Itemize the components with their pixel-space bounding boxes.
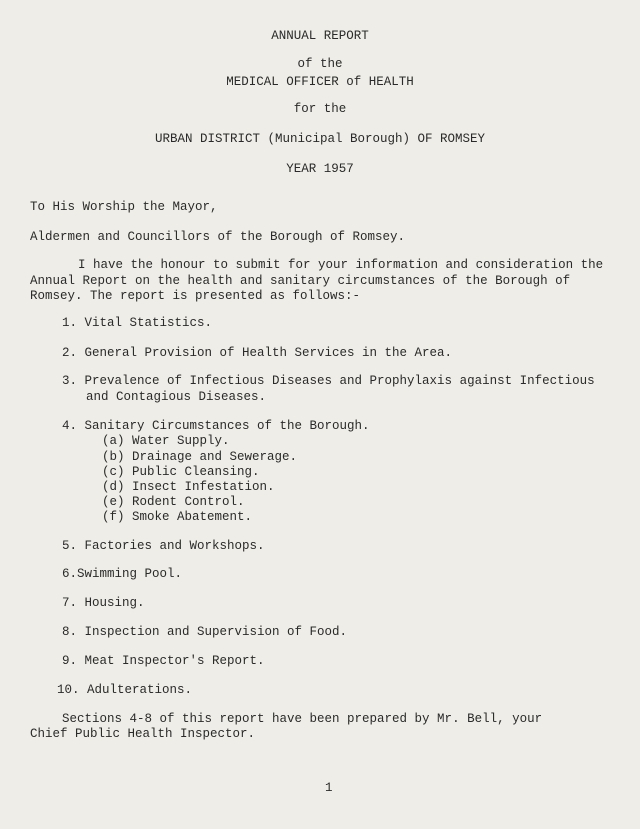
intro-line-1: I have the honour to submit for your information and consideration the bbox=[78, 258, 604, 272]
list-item-2: 2. General Provision of Health Services in the Area. bbox=[62, 346, 453, 360]
list-subitem-a: (a) Water Supply. bbox=[102, 434, 230, 448]
list-item-5: 5. Factories and Workshops. bbox=[62, 539, 265, 553]
salutation-mayor: To His Worship the Mayor, bbox=[30, 200, 218, 214]
heading-medical-officer: MEDICAL OFFICER of HEALTH bbox=[226, 75, 414, 89]
list-item-1: 1. Vital Statistics. bbox=[62, 316, 213, 330]
heading-for-the: for the bbox=[293, 102, 347, 116]
list-item-3-cont: and Contagious Diseases. bbox=[86, 390, 267, 404]
list-subitem-c: (c) Public Cleansing. bbox=[102, 465, 260, 479]
list-item-7: 7. Housing. bbox=[62, 596, 145, 610]
list-item-3: 3. Prevalence of Infectious Diseases and Prophylaxis against Infectious bbox=[62, 374, 595, 388]
closing-line-2: Chief Public Health Inspector. bbox=[30, 727, 256, 741]
list-subitem-f: (f) Smoke Abatement. bbox=[102, 510, 253, 524]
list-item-9: 9. Meat Inspector's Report. bbox=[62, 654, 265, 668]
intro-line-2: Annual Report on the health and sanitary circumstances of the Borough of bbox=[30, 274, 571, 288]
salutation-aldermen: Aldermen and Councillors of the Borough of Romsey. bbox=[30, 230, 406, 244]
closing-line-1: Sections 4-8 of this report have been prepared by Mr. Bell, your bbox=[62, 712, 543, 726]
list-item-10: 10. Adulterations. bbox=[57, 683, 193, 697]
intro-line-3: Romsey. The report is presented as follows:- bbox=[30, 289, 361, 303]
list-subitem-b: (b) Drainage and Sewerage. bbox=[102, 450, 298, 464]
list-item-4: 4. Sanitary Circumstances of the Borough. bbox=[62, 419, 370, 433]
list-item-6: 6.Swimming Pool. bbox=[62, 567, 183, 581]
heading-year: YEAR 1957 bbox=[286, 162, 354, 176]
list-item-8: 8. Inspection and Supervision of Food. bbox=[62, 625, 348, 639]
heading-urban-district: URBAN DISTRICT (Municipal Borough) OF ROMSEY bbox=[154, 132, 486, 146]
heading-of-the: of the bbox=[297, 57, 343, 71]
page-number: 1 bbox=[325, 781, 333, 795]
list-subitem-e: (e) Rodent Control. bbox=[102, 495, 245, 509]
list-subitem-d: (d) Insect Infestation. bbox=[102, 480, 275, 494]
heading-annual-report: ANNUAL REPORT bbox=[271, 29, 369, 43]
